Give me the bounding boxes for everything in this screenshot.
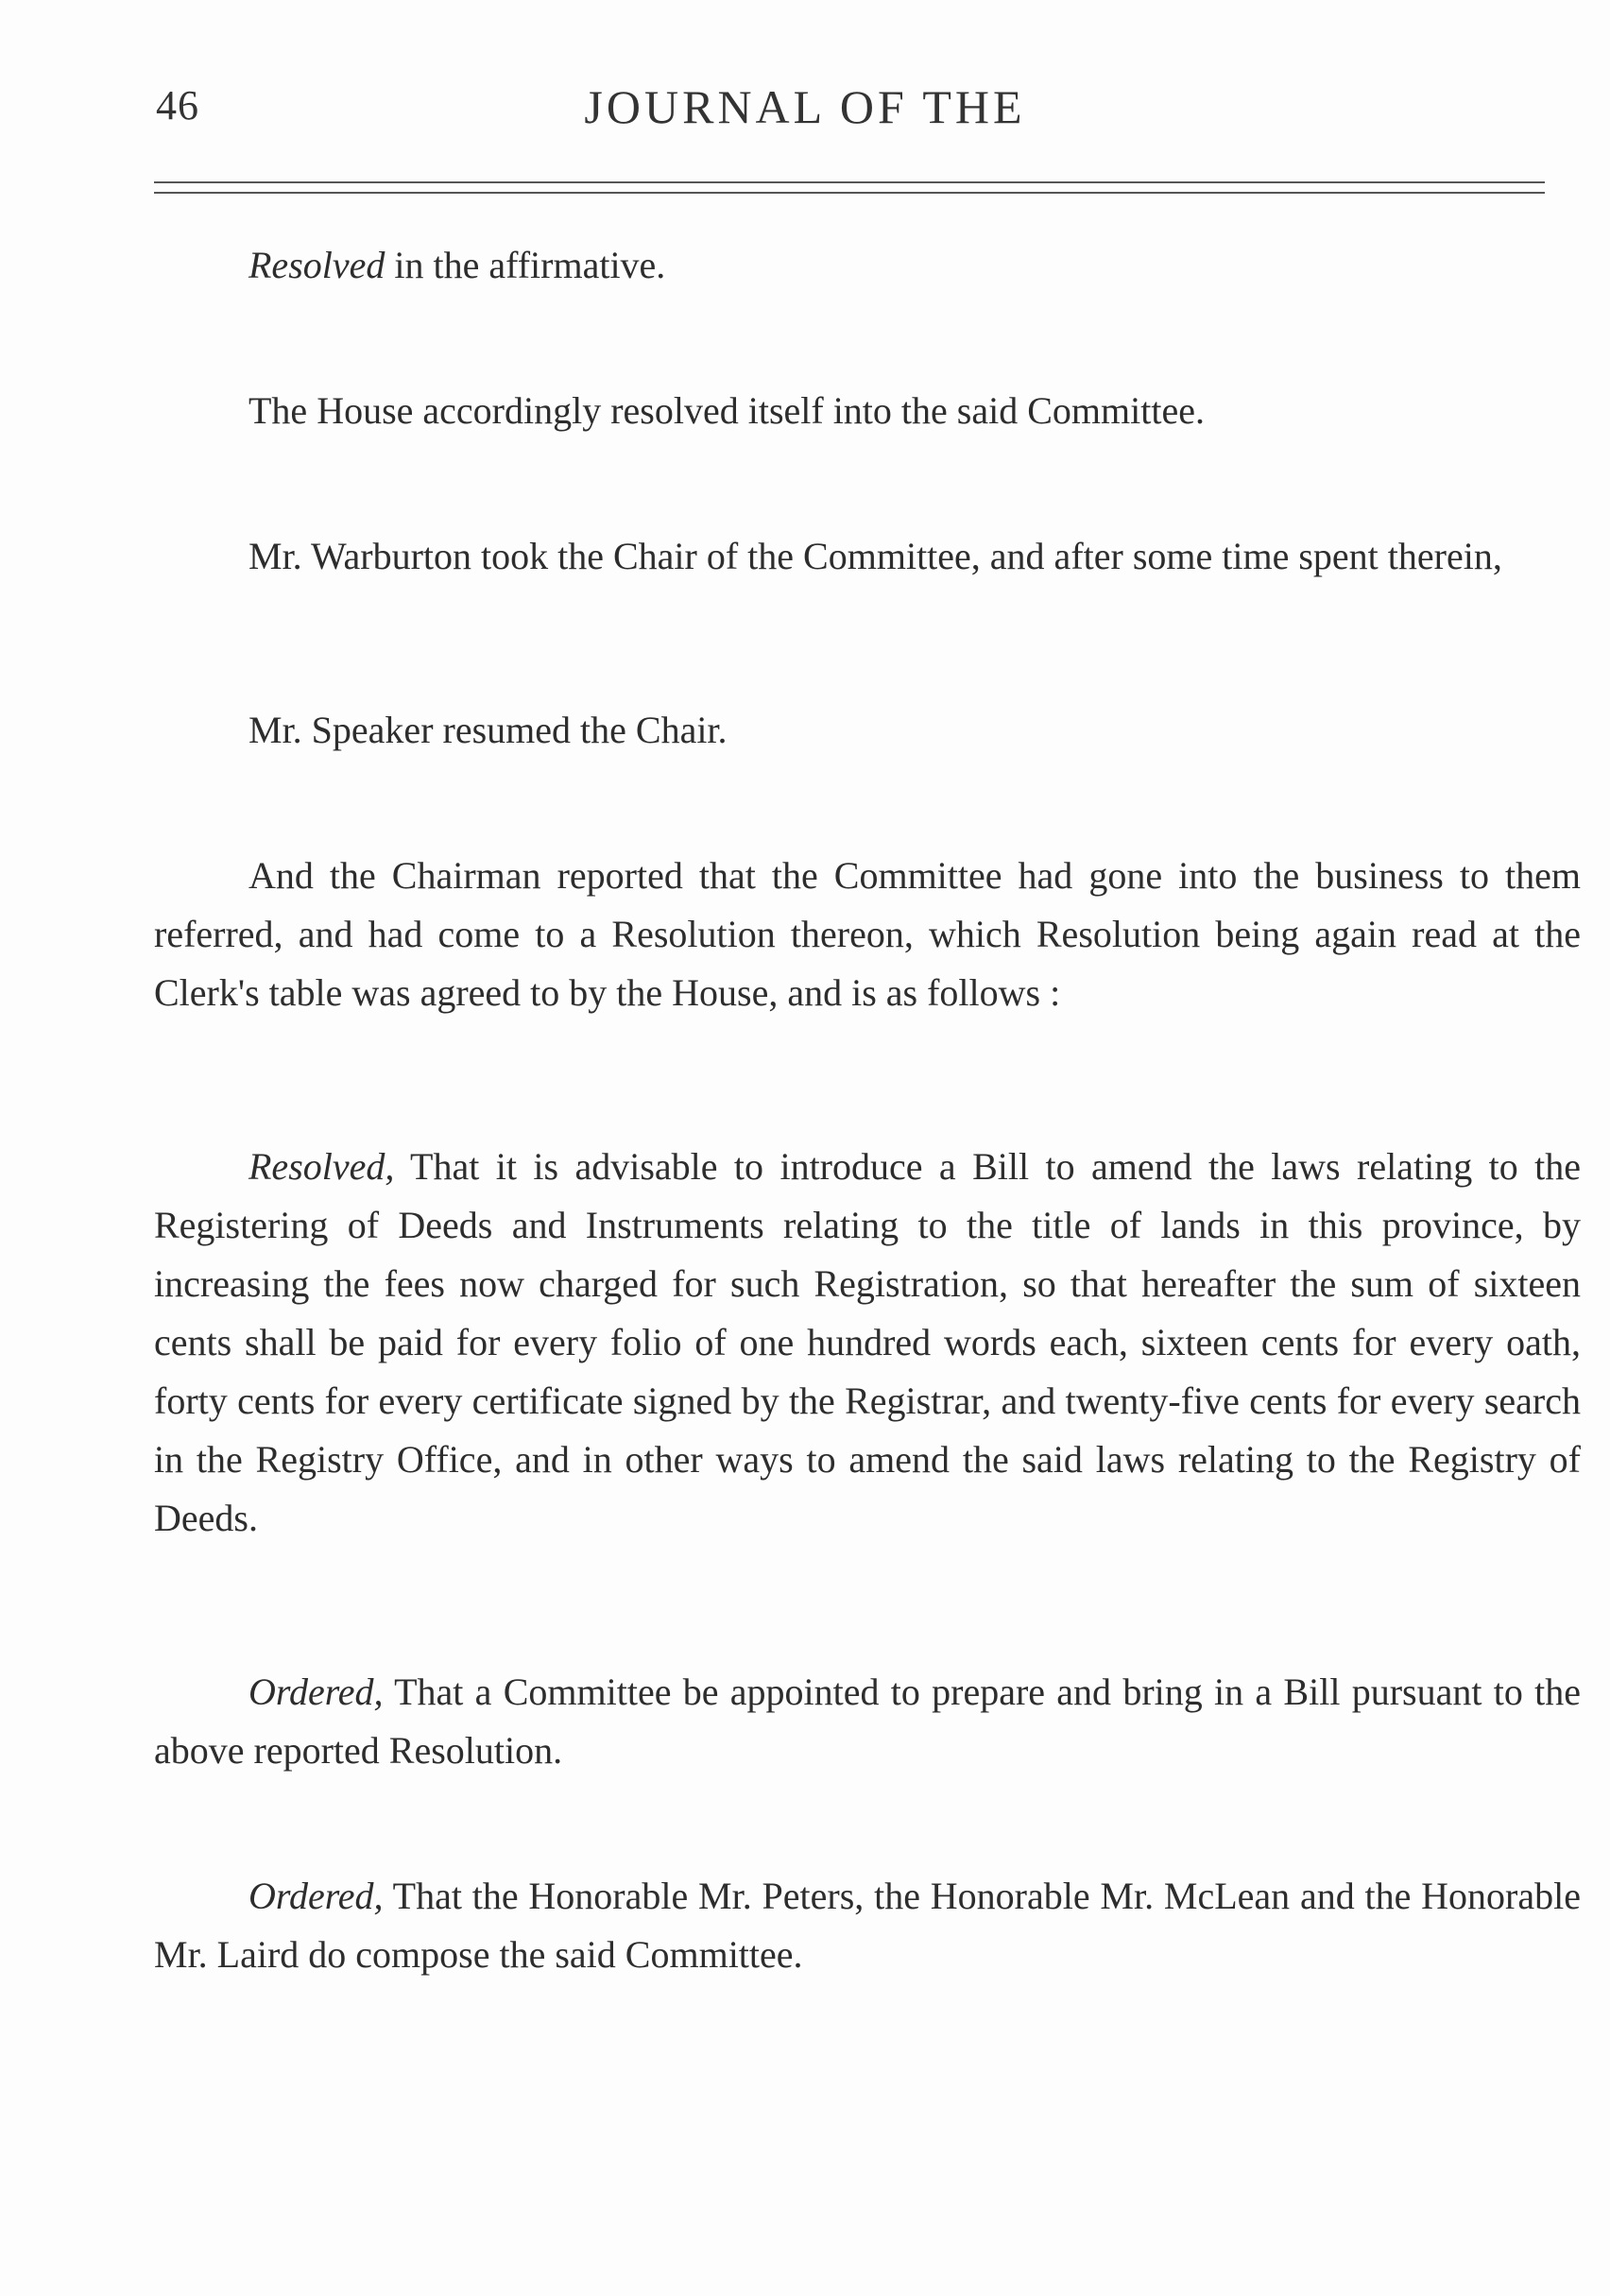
header-rule-bottom [154,192,1545,194]
paragraph-resolution-bill [154,1138,1581,1548]
page-number: 46 [156,82,199,129]
paragraph-text: Mr. Warburton took the Chair of the Committee, and after some time spent therein, [248,535,1502,577]
paragraph-chairman-reported [154,847,1581,1022]
paragraph-text: That it is advisable to introduce a Bill to amend the laws relating to the Registering of Deeds and Instruments relating to the title of lands in this province, by increasing the fees now charged for such Registration, so that hereafter the sum of sixteen cents shall be paid for every folio of one hundred words each, sixteen cents for every oath, forty cents for every certificate signed by the Registrar, and twenty-five cents for every search in the Registry Office, and in other ways to amend the said laws relating to the Registry of Deeds. [154,1145,1581,1539]
paragraph-text: Mr. Speaker resumed the Chair. [248,709,728,751]
paragraph-ordered-committee [154,1663,1581,1780]
paragraph-speaker-resumed [154,701,1581,760]
header-rule-top [154,181,1545,183]
paragraph-text: And the Chairman reported that the Committee had gone into the business to them referred, and had come to a Resolution thereon, which Resolution being again read at the Clerk's table was agreed to by the House, and is as follows : [154,854,1581,1014]
journal-body [154,236,1581,1984]
paragraph-resolved-affirmative [154,236,1581,295]
paragraph-text: The House accordingly resolved itself into the said Committee. [248,389,1205,432]
paragraph-warburton-chair [154,527,1581,586]
paragraph-lead: Resolved [248,244,385,286]
paragraph-house-resolved [154,382,1581,440]
paragraph-ordered-members [154,1867,1581,1984]
paragraph-lead: Resolved, [248,1145,395,1188]
paragraph-lead: Ordered, [248,1671,384,1713]
paragraph-text: That a Committee be appointed to prepare and bring in a Bill pursuant to the above reported Resolution. [154,1671,1581,1772]
paragraph-text: That the Honorable Mr. Peters, the Honorable Mr. McLean and the Honorable Mr. Laird do compose the said Committee. [154,1875,1581,1976]
paragraph-text: in the affirmative. [385,244,666,286]
running-head: JOURNAL OF THE [584,80,1026,133]
paragraph-lead: Ordered, [248,1875,384,1917]
